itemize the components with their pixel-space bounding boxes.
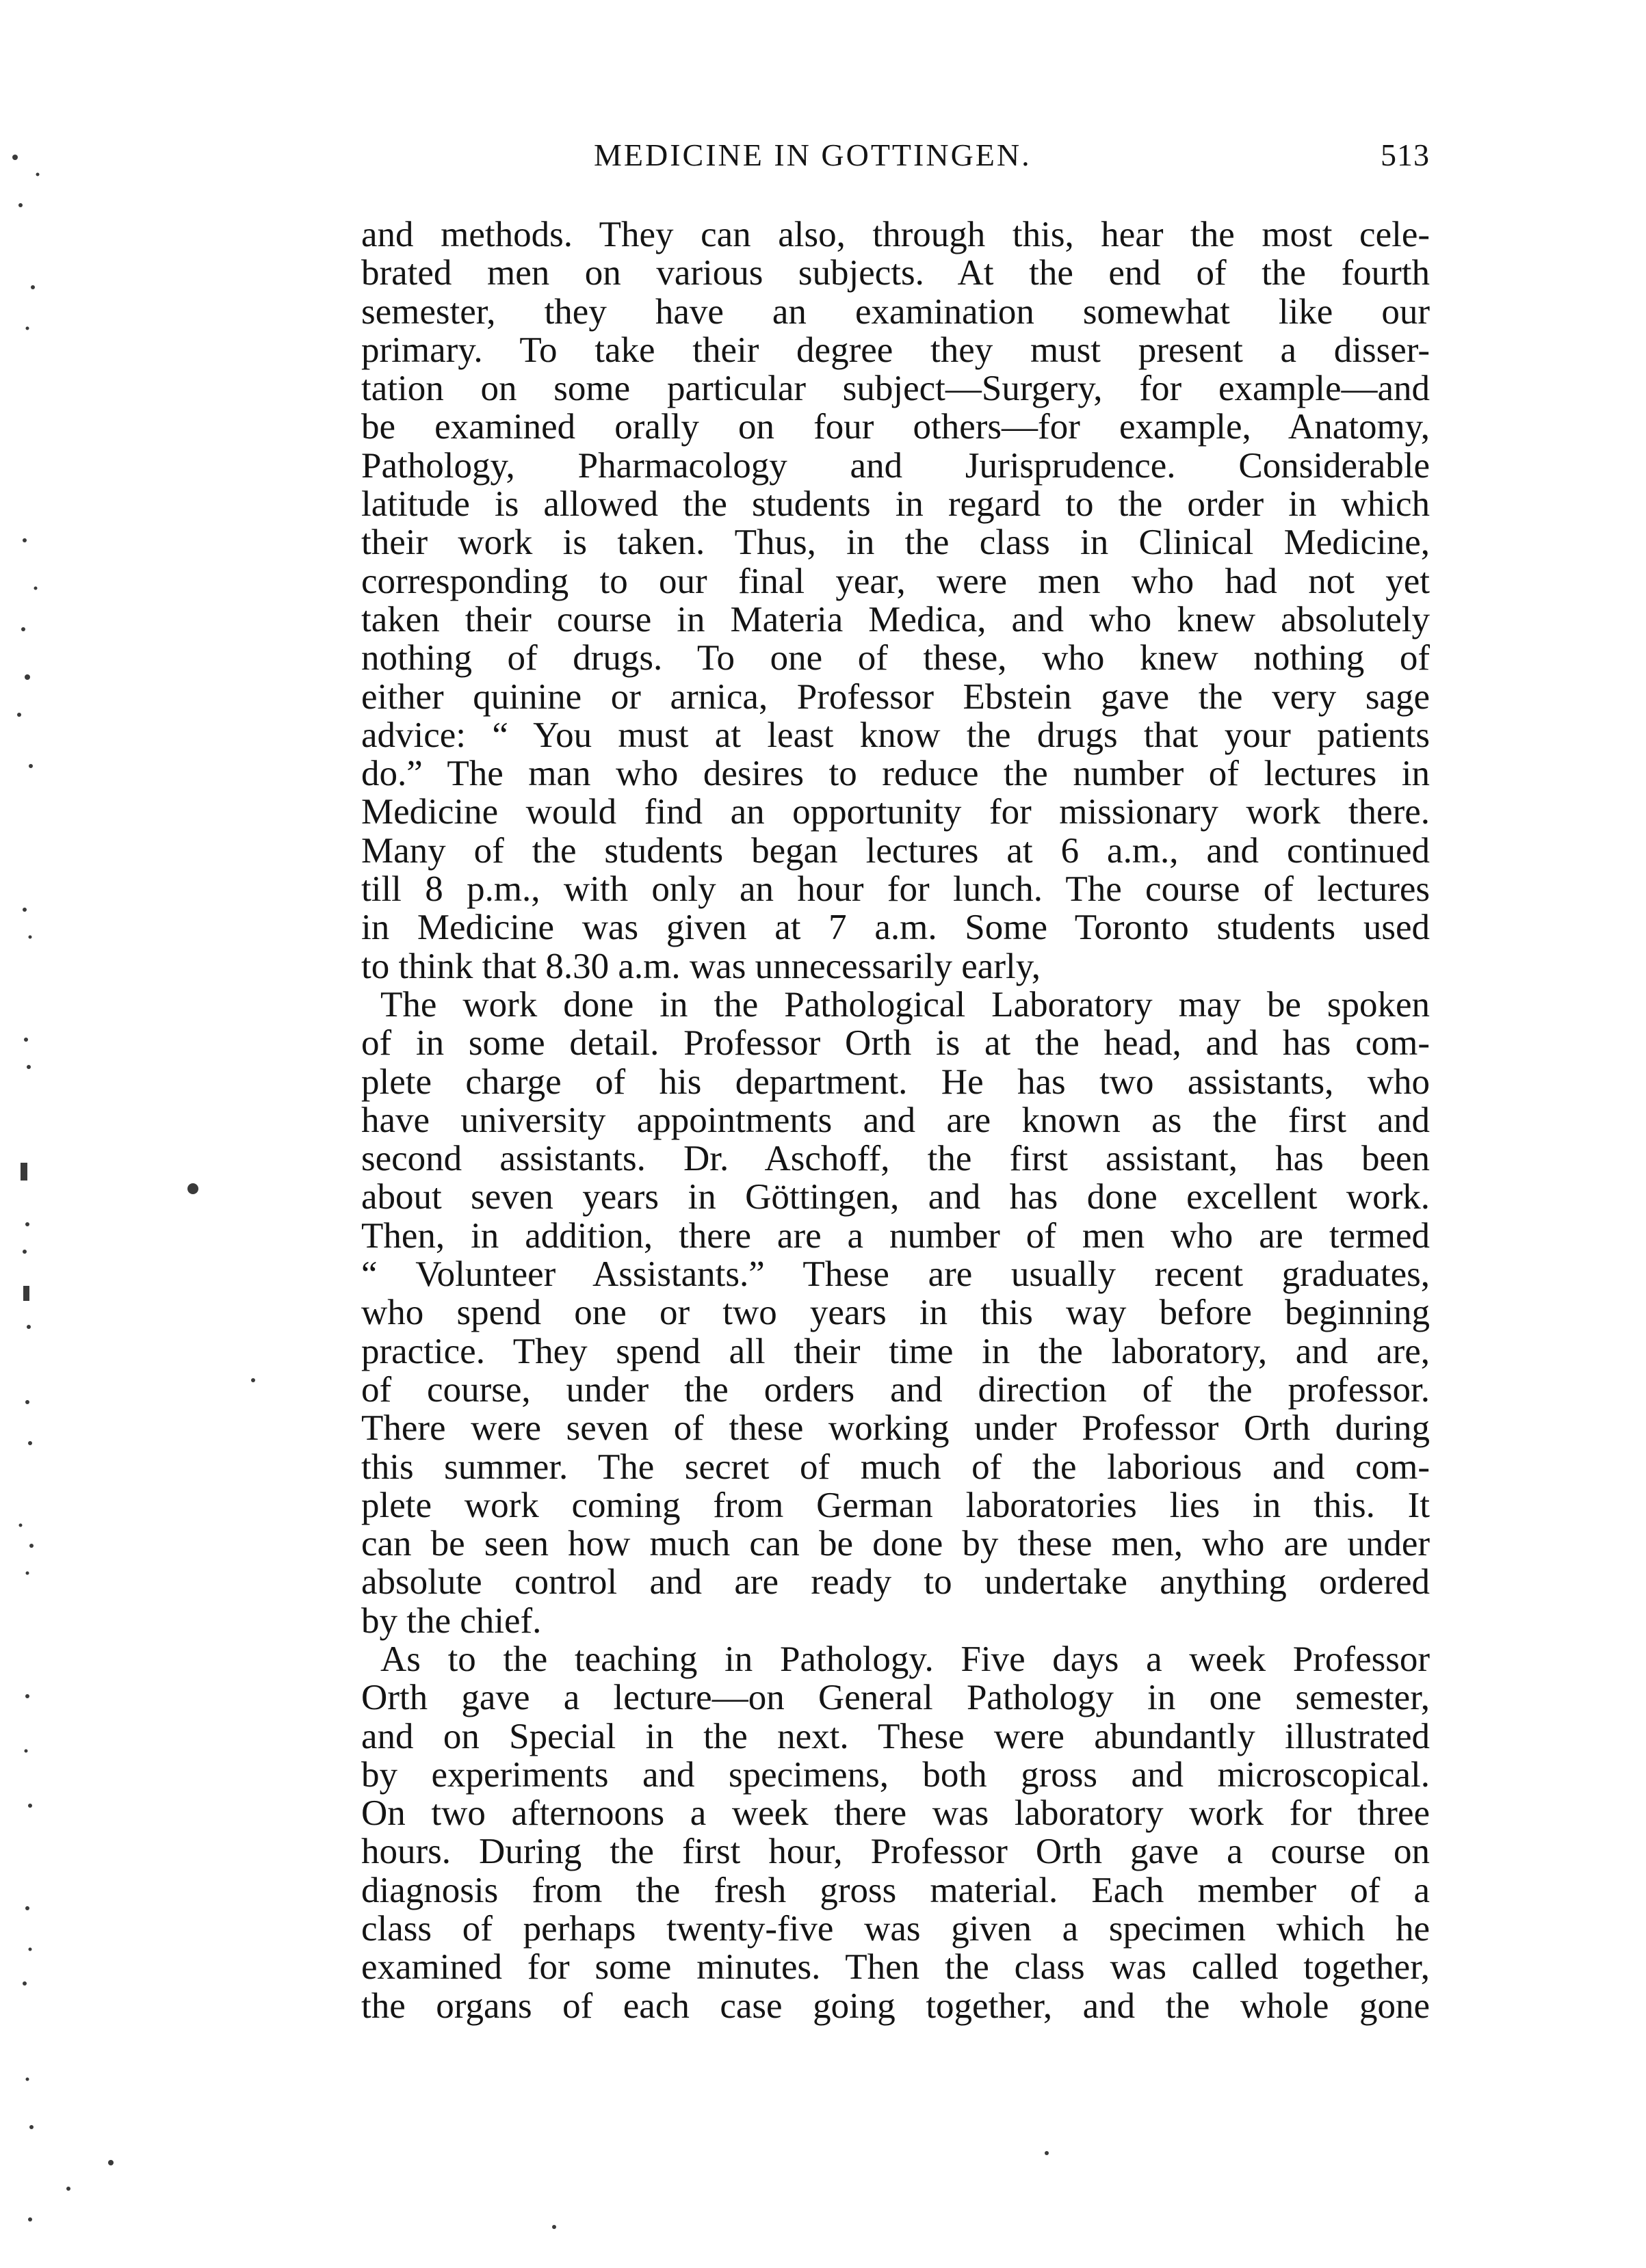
text-line: Orth gave a lecture—on General Pathology in one semester, <box>361 1678 1430 1718</box>
text-line: examined for some minutes. Then the class was called together, <box>361 1947 1430 1988</box>
scan-speck <box>25 1750 28 1753</box>
scan-speck <box>21 627 25 631</box>
text-line: Pathology, Pharmacology and Jurisprudence. Considerable <box>361 445 1430 486</box>
scan-speck <box>23 1981 27 1986</box>
text-line: who spend one or two years in this way before beginning <box>361 1293 1430 1333</box>
text-line: can be seen how much can be done by these men, who are under <box>361 1524 1430 1564</box>
text-line: plete charge of his department. He has two assistants, who <box>361 1062 1430 1102</box>
scan-speck <box>28 1804 32 1808</box>
text-line: tation on some particular subject—Surgery, for example—and <box>361 369 1430 409</box>
text-line: to think that 8.30 a.m. was unnecessarily early, <box>361 946 1041 986</box>
text-line: by experiments and specimens, both gross and microscopical. <box>361 1754 1430 1795</box>
text-line: class of perhaps twenty-five was given a specimen which he <box>361 1909 1430 1949</box>
running-head <box>361 137 1430 178</box>
text-line: plete work coming from German laboratories lies in this. It <box>361 1485 1430 1525</box>
text-line: and methods. They can also, through this, hear the most cele- <box>361 215 1430 254</box>
text-line: hours. During the first hour, Professor Orth gave a course on <box>361 1832 1430 1872</box>
text-line: Medicine would find an opportunity for missionary work there. <box>361 792 1430 832</box>
scan-speck <box>108 2160 114 2165</box>
text-line: “ Volunteer Assistants.” These are usually recent graduates, <box>361 1254 1430 1295</box>
running-title: MEDICINE IN GOTTINGEN. <box>594 137 1032 172</box>
scan-speck <box>26 1572 29 1575</box>
text-line: nothing of drugs. To one of these, who knew nothing of <box>361 638 1430 678</box>
scan-speck <box>1045 2151 1049 2155</box>
page-number: 513 <box>1381 137 1430 172</box>
scan-speck <box>187 1183 198 1194</box>
scan-speck <box>31 285 35 289</box>
scan-speck <box>25 674 30 680</box>
body-text <box>361 215 1430 2025</box>
scan-speck <box>66 2187 70 2191</box>
text-line: in Medicine was given at 7 a.m. Some Toronto students used <box>361 908 1430 948</box>
text-line: advice: “ You must at least know the drugs that your patients <box>361 715 1430 755</box>
text-line: and on Special in the next. These were abundantly illustrated <box>361 1716 1430 1756</box>
scan-speck <box>34 587 38 590</box>
text-line: taken their course in Materia Medica, and who knew absolutely <box>361 599 1430 639</box>
text-line: Many of the students began lectures at 6 a.m., and continued <box>361 830 1430 871</box>
text-line: There were seven of these working under Professor Orth during <box>361 1408 1430 1449</box>
text-line: of course, under the orders and direction of the professor. <box>361 1369 1430 1410</box>
paragraph <box>361 1640 1430 2025</box>
text-line: till 8 p.m., with only an hour for lunch. The course of lectures <box>361 869 1430 910</box>
text-line: either quinine or arnica, Professor Ebstein gave the very sage <box>361 676 1430 717</box>
text-line: do.” The man who desires to reduce the number of lectures in <box>361 754 1430 794</box>
text-line: corresponding to our final year, were men who had not yet <box>361 561 1430 601</box>
scan-speck <box>25 1400 29 1404</box>
text-line: brated men on various subjects. At the end of the fourth <box>361 253 1430 293</box>
scan-speck <box>29 936 32 939</box>
scan-speck <box>25 1906 29 1910</box>
scan-speck <box>23 1286 29 1301</box>
scan-speck <box>23 538 27 542</box>
scan-speck <box>552 2225 556 2229</box>
scan-speck <box>26 327 29 330</box>
text-line: practice. They spend all their time in the laboratory, and are, <box>361 1331 1430 1371</box>
text-line: by the chief. <box>361 1600 542 1641</box>
text-line: primary. To take their degree they must present a disser- <box>361 330 1430 370</box>
scan-speck <box>29 764 33 768</box>
scan-speck <box>23 1250 27 1254</box>
text-line: latitude is allowed the students in regard to the order in which <box>361 484 1430 525</box>
text-line: As to the teaching in Pathology. Five days a week Professor <box>380 1639 1430 1679</box>
scan-speck <box>28 1441 32 1445</box>
text-line: be examined orally on four others—for example, Anatomy, <box>361 407 1430 447</box>
text-line: of in some detail. Professor Orth is at the head, and has com- <box>361 1023 1430 1064</box>
text-line: The work done in the Pathological Laboratory may be spoken <box>380 984 1430 1025</box>
scan-speck <box>28 2217 32 2221</box>
text-line: Then, in addition, there are a number of men who are termed <box>361 1215 1430 1256</box>
scan-speck <box>18 203 23 207</box>
scan-speck <box>23 908 27 912</box>
text-line: second assistants. Dr. Aschoff, the first assistant, has been <box>361 1139 1430 1179</box>
scan-speck <box>29 2125 34 2129</box>
scan-speck <box>21 1163 27 1181</box>
scan-speck <box>251 1378 255 1382</box>
scan-speck <box>25 1222 29 1226</box>
scan-speck <box>27 1065 31 1069</box>
scan-speck <box>25 1694 29 1698</box>
text-line: about seven years in Göttingen, and has done excellent work. <box>361 1177 1430 1217</box>
text-line: absolute control and are ready to undertake anything ordered <box>361 1562 1430 1603</box>
scan-speck <box>36 173 40 176</box>
text-line: their work is taken. Thus, in the class in Clinical Medicine, <box>361 523 1430 563</box>
text-line: On two afternoons a week there was laboratory work for three <box>361 1793 1430 1834</box>
text-line: this summer. The secret of much of the laborious and com- <box>361 1447 1430 1487</box>
text-line: semester, they have an examination somewhat like our <box>361 291 1430 332</box>
text-line: diagnosis from the fresh gross material. Each member of a <box>361 1870 1430 1910</box>
text-line: have university appointments and are known as the first and <box>361 1100 1430 1140</box>
scan-speck <box>26 2078 29 2081</box>
scan-speck <box>17 713 21 717</box>
scan-speck <box>29 1544 34 1548</box>
scan-speck <box>27 1325 31 1329</box>
scan-speck <box>29 1948 32 1951</box>
scan-speck <box>24 1038 28 1042</box>
paragraph <box>361 986 1430 1640</box>
scan-speck <box>12 155 18 160</box>
paragraph <box>361 215 1430 986</box>
text-line: the organs of each case going together, and the whole gone <box>361 1986 1430 2026</box>
scan-speck <box>19 1524 23 1527</box>
